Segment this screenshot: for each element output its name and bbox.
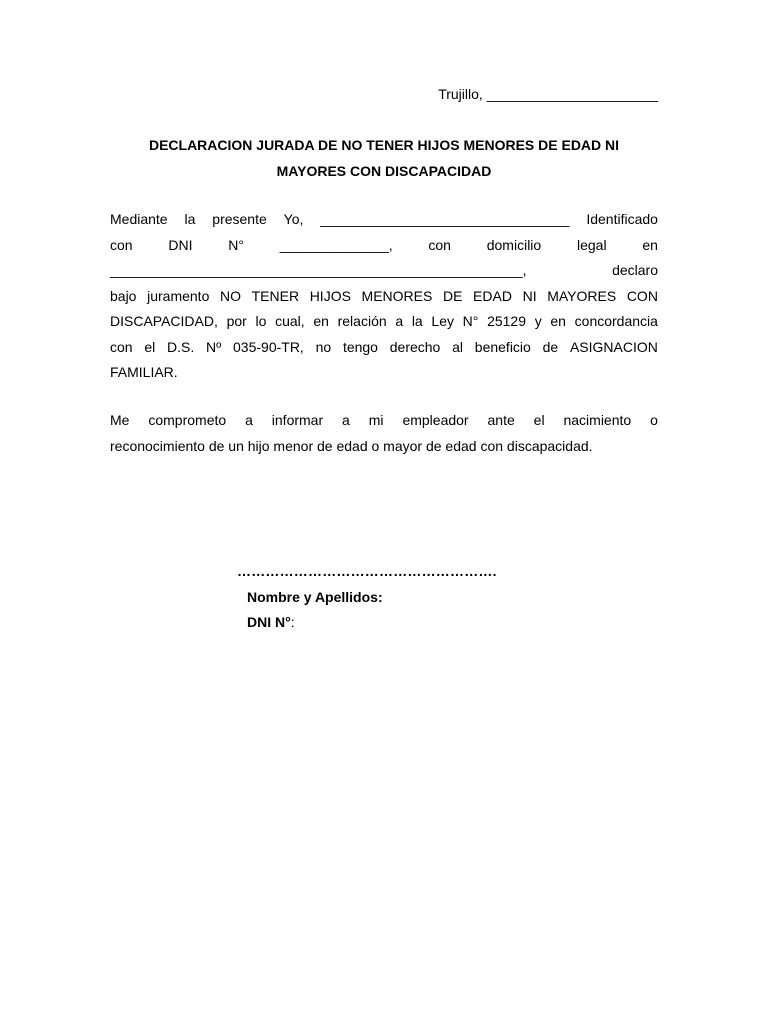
word: NI [522, 287, 537, 304]
word: la [184, 211, 196, 227]
word: legal [576, 236, 607, 253]
word: con [110, 236, 133, 253]
word: HIJOS [309, 287, 351, 304]
word: tengo [342, 338, 378, 355]
word: declaro [612, 262, 658, 278]
word: Nº [206, 338, 222, 355]
p1-line-7: FAMILIAR. [110, 364, 178, 380]
word: Me [110, 412, 130, 428]
dni-colon: : [290, 614, 295, 630]
name-label: Nombre y Apellidos: [247, 589, 383, 605]
word: la [411, 313, 423, 329]
word: en [313, 313, 329, 329]
dni-label-row [247, 614, 295, 630]
word: en [642, 236, 658, 253]
dateline: Trujillo, ______________________ [438, 86, 658, 102]
p1-line-3 [110, 258, 658, 284]
word: con [428, 236, 451, 253]
word: por [226, 313, 247, 329]
word: Mediante [110, 211, 168, 227]
title-line-2: MAYORES CON DISCAPACIDAD [276, 163, 492, 179]
signature-block [237, 563, 497, 630]
word: ________________________________ [320, 211, 570, 227]
word: beneficio [474, 338, 531, 355]
word: comprometo [148, 412, 227, 428]
word: informar [271, 412, 324, 428]
word: MENORES [361, 287, 433, 304]
word: a [245, 412, 253, 428]
word: no [315, 338, 332, 355]
word: nacimiento [563, 412, 632, 428]
word: N° [228, 236, 244, 253]
word: domicilio [486, 236, 542, 253]
word: el [533, 412, 545, 428]
paragraph-commitment [110, 408, 658, 459]
word: EDAD [473, 287, 512, 304]
word: ASIGNACION [569, 338, 658, 355]
word: DE [442, 287, 463, 304]
p1-line-1 [110, 207, 658, 233]
word: con [110, 338, 133, 355]
word: Yo, [283, 211, 304, 227]
word: DISCAPACIDAD, [110, 313, 218, 329]
paragraph-declaration [110, 207, 658, 386]
word: a [395, 313, 404, 329]
p1-line-6 [110, 335, 658, 361]
word: MAYORES [547, 287, 617, 304]
word: o [650, 412, 658, 428]
word: a [342, 412, 350, 428]
word: D.S. [167, 338, 195, 355]
word: 25129 [487, 313, 527, 329]
word: DNI [168, 236, 193, 253]
p1-line-4 [110, 284, 658, 310]
word: relación [337, 313, 387, 329]
p2-line-1 [110, 408, 658, 434]
word: Identificado [586, 211, 658, 227]
signature-line: ………………………………………………. [237, 563, 497, 579]
document-title [110, 132, 658, 184]
word: bajo [110, 287, 137, 304]
word: juramento [147, 287, 210, 304]
word: empleador [402, 412, 469, 428]
word: y [534, 313, 542, 329]
word: 035-90-TR, [233, 338, 304, 355]
word: presente [212, 211, 267, 227]
word: al [452, 338, 464, 355]
word: de [542, 338, 559, 355]
word: en [550, 313, 566, 329]
p1-line-5 [110, 309, 658, 335]
word: cual, [275, 313, 305, 329]
dni-label: DNI N° [247, 614, 291, 630]
word: Ley [431, 313, 454, 329]
word: TENER [251, 287, 300, 304]
word: ante [487, 412, 515, 428]
word: CON [626, 287, 658, 304]
word: derecho [389, 338, 441, 355]
word: concordancia [574, 313, 658, 329]
p1-line-2 [110, 233, 658, 259]
word: _____________________________________________________, [110, 262, 527, 278]
word: NO [219, 287, 241, 304]
word: el [144, 338, 156, 355]
word: lo [255, 313, 267, 329]
p2-line-2: reconocimiento de un hijo menor de edad o mayor de edad con discapacidad. [110, 437, 593, 454]
word: mi [368, 412, 384, 428]
word: ______________, [279, 236, 393, 253]
word: N° [462, 313, 479, 329]
title-line-1: DECLARACION JURADA DE NO TENER HIJOS MENORES DE EDAD NI [148, 137, 620, 153]
